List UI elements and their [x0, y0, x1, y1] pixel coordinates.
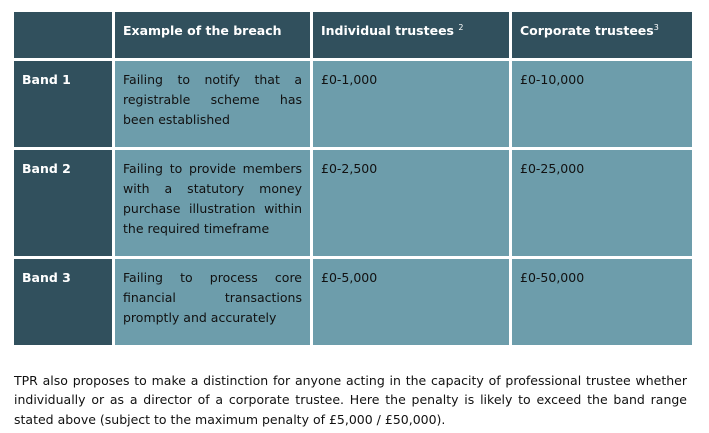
individual-penalty-value: £0-1,000: [321, 72, 378, 87]
header-individual-trustees: [313, 12, 509, 58]
individual-penalty-value: £0-5,000: [321, 270, 378, 285]
individual-penalty-cell: [313, 259, 509, 345]
band-label-cell: [14, 61, 112, 147]
corporate-penalty-cell: [512, 61, 692, 147]
corporate-penalty-value: £0-50,000: [520, 270, 585, 285]
header-individual-label: Individual trustees: [321, 23, 454, 38]
band-label-cell: [14, 259, 112, 345]
band-label: Band 1: [22, 72, 71, 87]
footnote-ref-3: 3: [653, 22, 659, 32]
corporate-penalty-value: £0-10,000: [520, 72, 585, 87]
corporate-penalty-value: £0-25,000: [520, 161, 585, 176]
header-cell-empty: [14, 12, 112, 58]
corporate-penalty-cell: [512, 150, 692, 256]
band-label-cell: [14, 150, 112, 256]
footnote-ref-2: 2: [458, 22, 464, 32]
individual-penalty-cell: [313, 150, 509, 256]
individual-penalty-value: £0-2,500: [321, 161, 378, 176]
band-label: Band 3: [22, 270, 71, 285]
breach-example-cell: [115, 150, 310, 256]
band-label: Band 2: [22, 161, 71, 176]
breach-example-cell: [115, 259, 310, 345]
breach-example-cell: [115, 61, 310, 147]
individual-penalty-cell: [313, 61, 509, 147]
breach-example-text: Failing to notify that a registrable scheme has been established: [123, 72, 302, 127]
professional-trustee-note: TPR also proposes to make a distinction for anyone acting in the capacity of professional trustee whether individually or as a director of a corporate trustee. Here the penalty is likely to exceed the band range stated above (subject to the maximum penalty of £5,000 / £50,000).: [14, 372, 687, 427]
header-example-of-breach: [115, 12, 310, 58]
breach-example-text: Failing to process core financial transactions promptly and accurately: [123, 270, 302, 325]
header-corporate-label: Corporate trustees: [520, 23, 654, 38]
breach-example-text: Failing to provide members with a statutory money purchase illustration within the required timeframe: [123, 161, 302, 236]
header-corporate-trustees: [512, 12, 692, 58]
header-example-label: Example of the breach: [123, 23, 282, 38]
corporate-penalty-cell: [512, 259, 692, 345]
